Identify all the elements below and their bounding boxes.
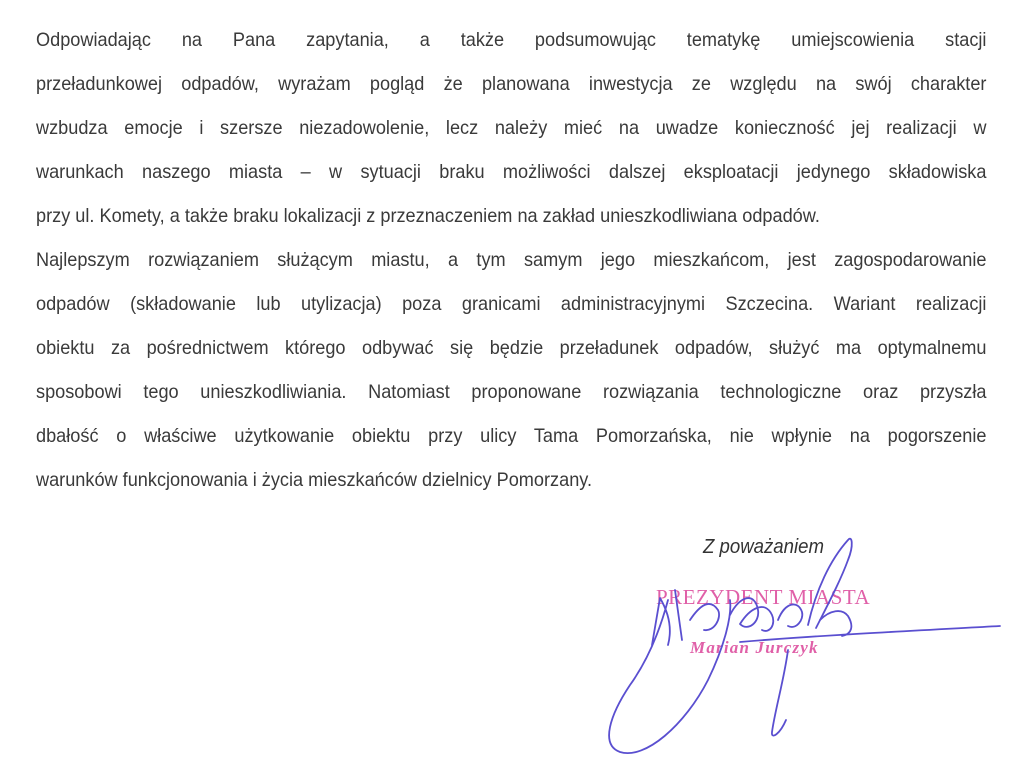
paragraph-line: Najlepszym rozwiązaniem służącym miastu, a tym samym jego mieszkańcom, jest zagospodarowanie: [36, 249, 987, 271]
paragraph-line: warunków funkcjonowania i życia mieszkańców dzielnicy Pomorzany.: [36, 469, 593, 491]
paragraph-line: odpadów (składowanie lub utylizacja) poza granicami administracyjnymi Szczecina. Wariant realizacji: [36, 293, 987, 315]
signature-icon: [590, 520, 1010, 770]
paragraph-line: dbałość o właściwe użytkowanie obiektu przy ulicy Tama Pomorzańska, nie wpłynie na pogorszenie: [36, 425, 987, 447]
paragraph-line: warunkach naszego miasta – w sytuacji braku możliwości dalszej eksploatacji jedynego składowiska: [36, 161, 987, 183]
stamp-name: Marian Jurczyk: [690, 638, 819, 657]
paragraph-line: przeładunkowej odpadów, wyrażam pogląd że planowana inwestycja ze względu na swój charakter: [36, 73, 987, 95]
paragraph-line: wzbudza emocje i szersze niezadowolenie, lecz należy mieć na uwadze konieczność jej realizacji w: [36, 117, 987, 139]
closing-salutation: Z poważaniem: [703, 536, 824, 558]
paragraph-line: Odpowiadając na Pana zapytania, a także podsumowując tematykę umiejscowienia stacji: [36, 29, 987, 51]
paragraph-line: sposobowi tego unieszkodliwiania. Natomiast proponowane rozwiązania technologiczne oraz przyszła: [36, 381, 987, 403]
paragraph-line: przy ul. Komety, a także braku lokalizacji z przeznaczeniem na zakład unieszkodliwiana odpadów.: [36, 205, 820, 227]
letter-body: [36, 18, 986, 502]
stamp-title: PREZYDENT MIASTA: [656, 585, 871, 609]
paragraph-line: obiektu za pośrednictwem którego odbywać się będzie przeładunek odpadów, służyć ma optymalnemu: [36, 337, 987, 359]
